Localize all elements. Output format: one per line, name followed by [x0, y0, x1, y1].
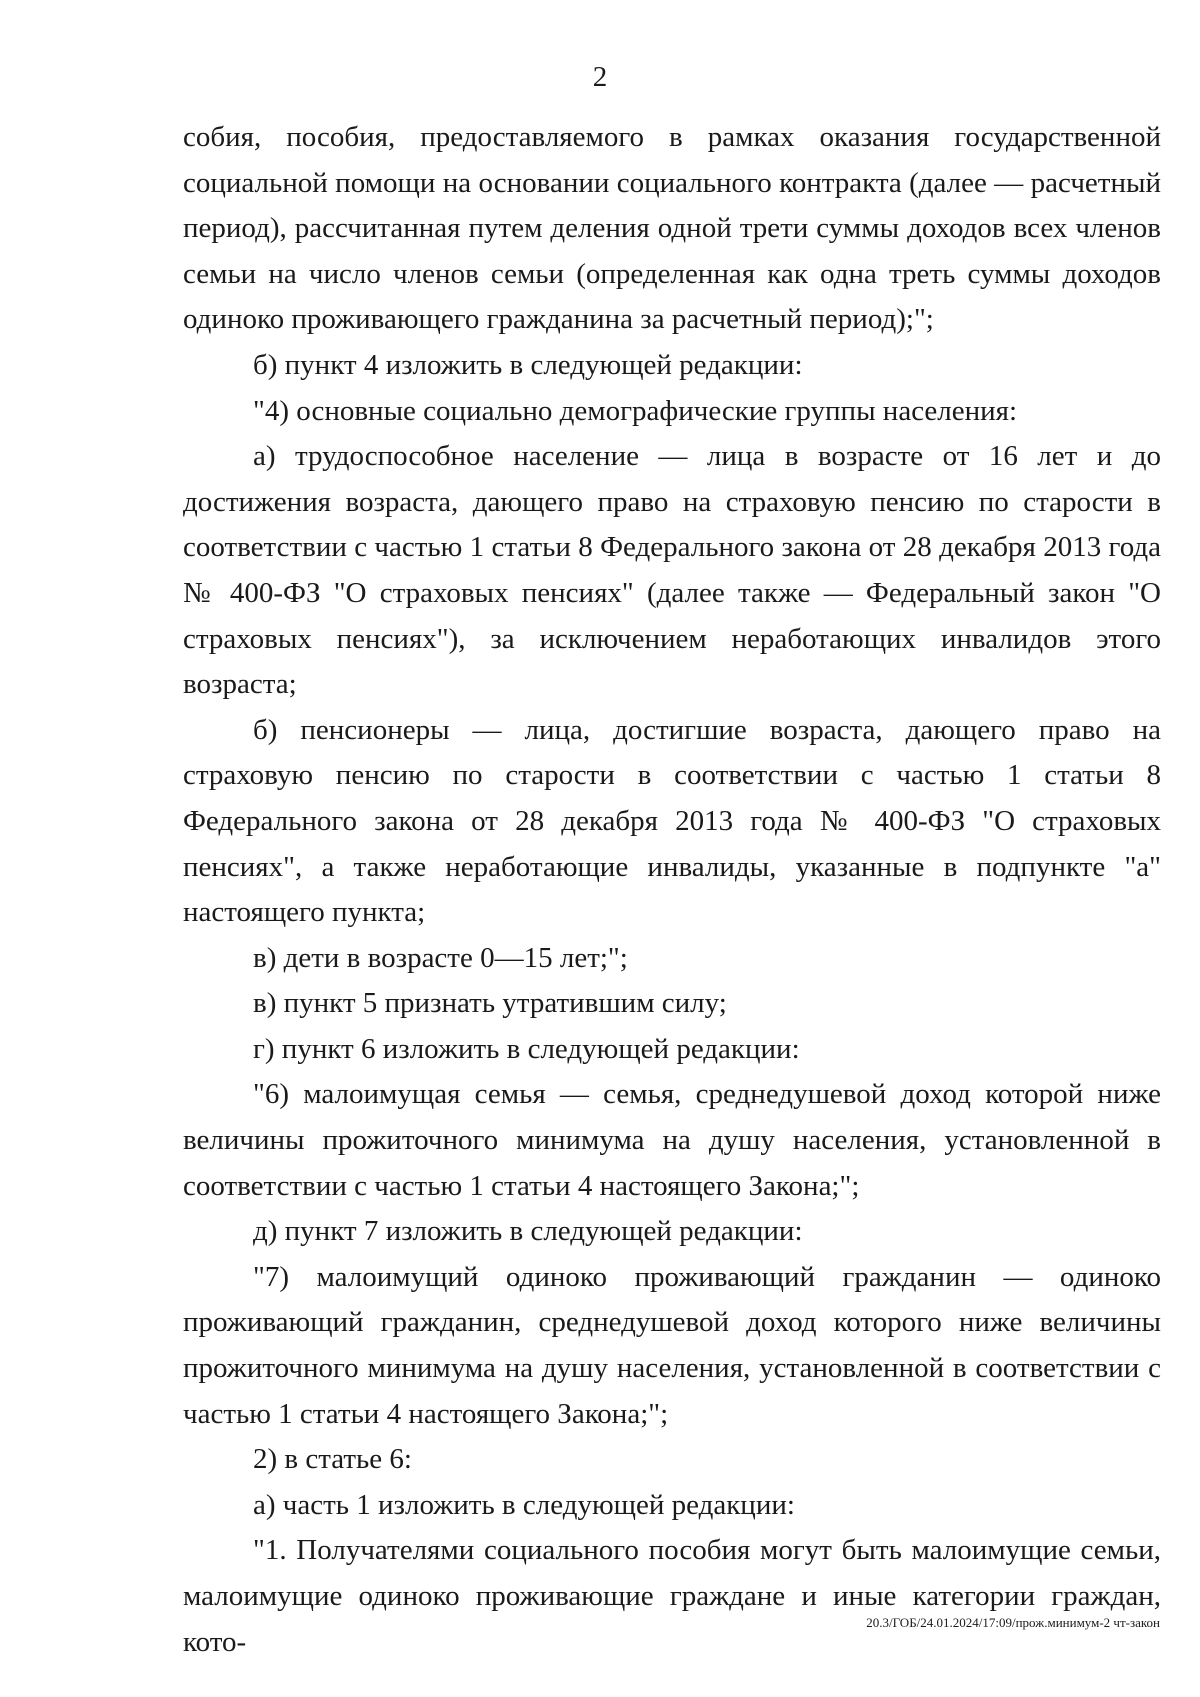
paragraph: а) трудоспособное население — лица в возрасте от 16 лет и до достижения возраста, дающего право на страховую пенсию по старости в соответствии с частью 1 статьи 8 Федерального закона от 28 декабря 2013 года № 400-ФЗ "О страховых пенсиях" (далее также — Федеральный закон "О страховых пенсиях"), за исключением неработающих инвалидов этого возраста; — [183, 440, 1161, 701]
paragraph: собия, пособия, предоставляемого в рамках оказания государственной социальной помощи на основании социального контракта (далее — расчетный период), рассчитанная путем деления одной трети суммы доходов всех членов семьи на число членов семьи (определенная как одна треть суммы доходов одиноко проживающего гражданина за расчетный период);"; — [183, 121, 1161, 336]
paragraph: б) пункт 4 изложить в следующей редакции: — [253, 348, 803, 381]
paragraph: в) дети в возрасте 0—15 лет;"; — [253, 941, 628, 974]
page-number: 2 — [592, 61, 608, 93]
paragraph: "7) малоимущий одиноко проживающий гражданин — одиноко проживающий гражданин, среднедушевой доход которого ниже величины прожиточного минимума на душу населения, установленной в соответствии с частью 1 статьи 4 настоящего Закона;"; — [183, 1260, 1161, 1430]
paragraph: "1. Получателями социального пособия могут быть малоимущие семьи, малоимущие одиноко проживающие граждане и иные категории граждан, кото- — [183, 1534, 1161, 1658]
paragraph: б) пенсионеры — лица, достигшие возраста, дающего право на страховую пенсию по старости в соответствии с частью 1 статьи 8 Федерального закона от 28 декабря 2013 года № 400-ФЗ "О страховых пенсиях", а также неработающие инвалиды, указанные в подпункте "а" настоящего пункта; — [183, 713, 1161, 929]
document-body — [183, 115, 1161, 1665]
paragraph: "4) основные социально демографические группы населения: — [253, 394, 1018, 427]
paragraph: г) пункт 6 изложить в следующей редакции: — [253, 1032, 800, 1065]
paragraph: д) пункт 7 изложить в следующей редакции: — [253, 1215, 803, 1248]
paragraph: в) пункт 5 признать утратившим силу; — [253, 987, 727, 1020]
footer-document-code: 20.3/ГОБ/24.01.2024/17:09/прож.минимум-2 чт-закон — [866, 1615, 1160, 1630]
paragraph: а) часть 1 изложить в следующей редакции: — [253, 1488, 795, 1521]
paragraph: 2) в статье 6: — [253, 1443, 412, 1476]
paragraph: "6) малоимущая семья — семья, среднедушевой доход которой ниже величины прожиточного минимума на душу населения, установленной в соответствии с частью 1 статьи 4 настоящего Закона;"; — [183, 1078, 1161, 1202]
